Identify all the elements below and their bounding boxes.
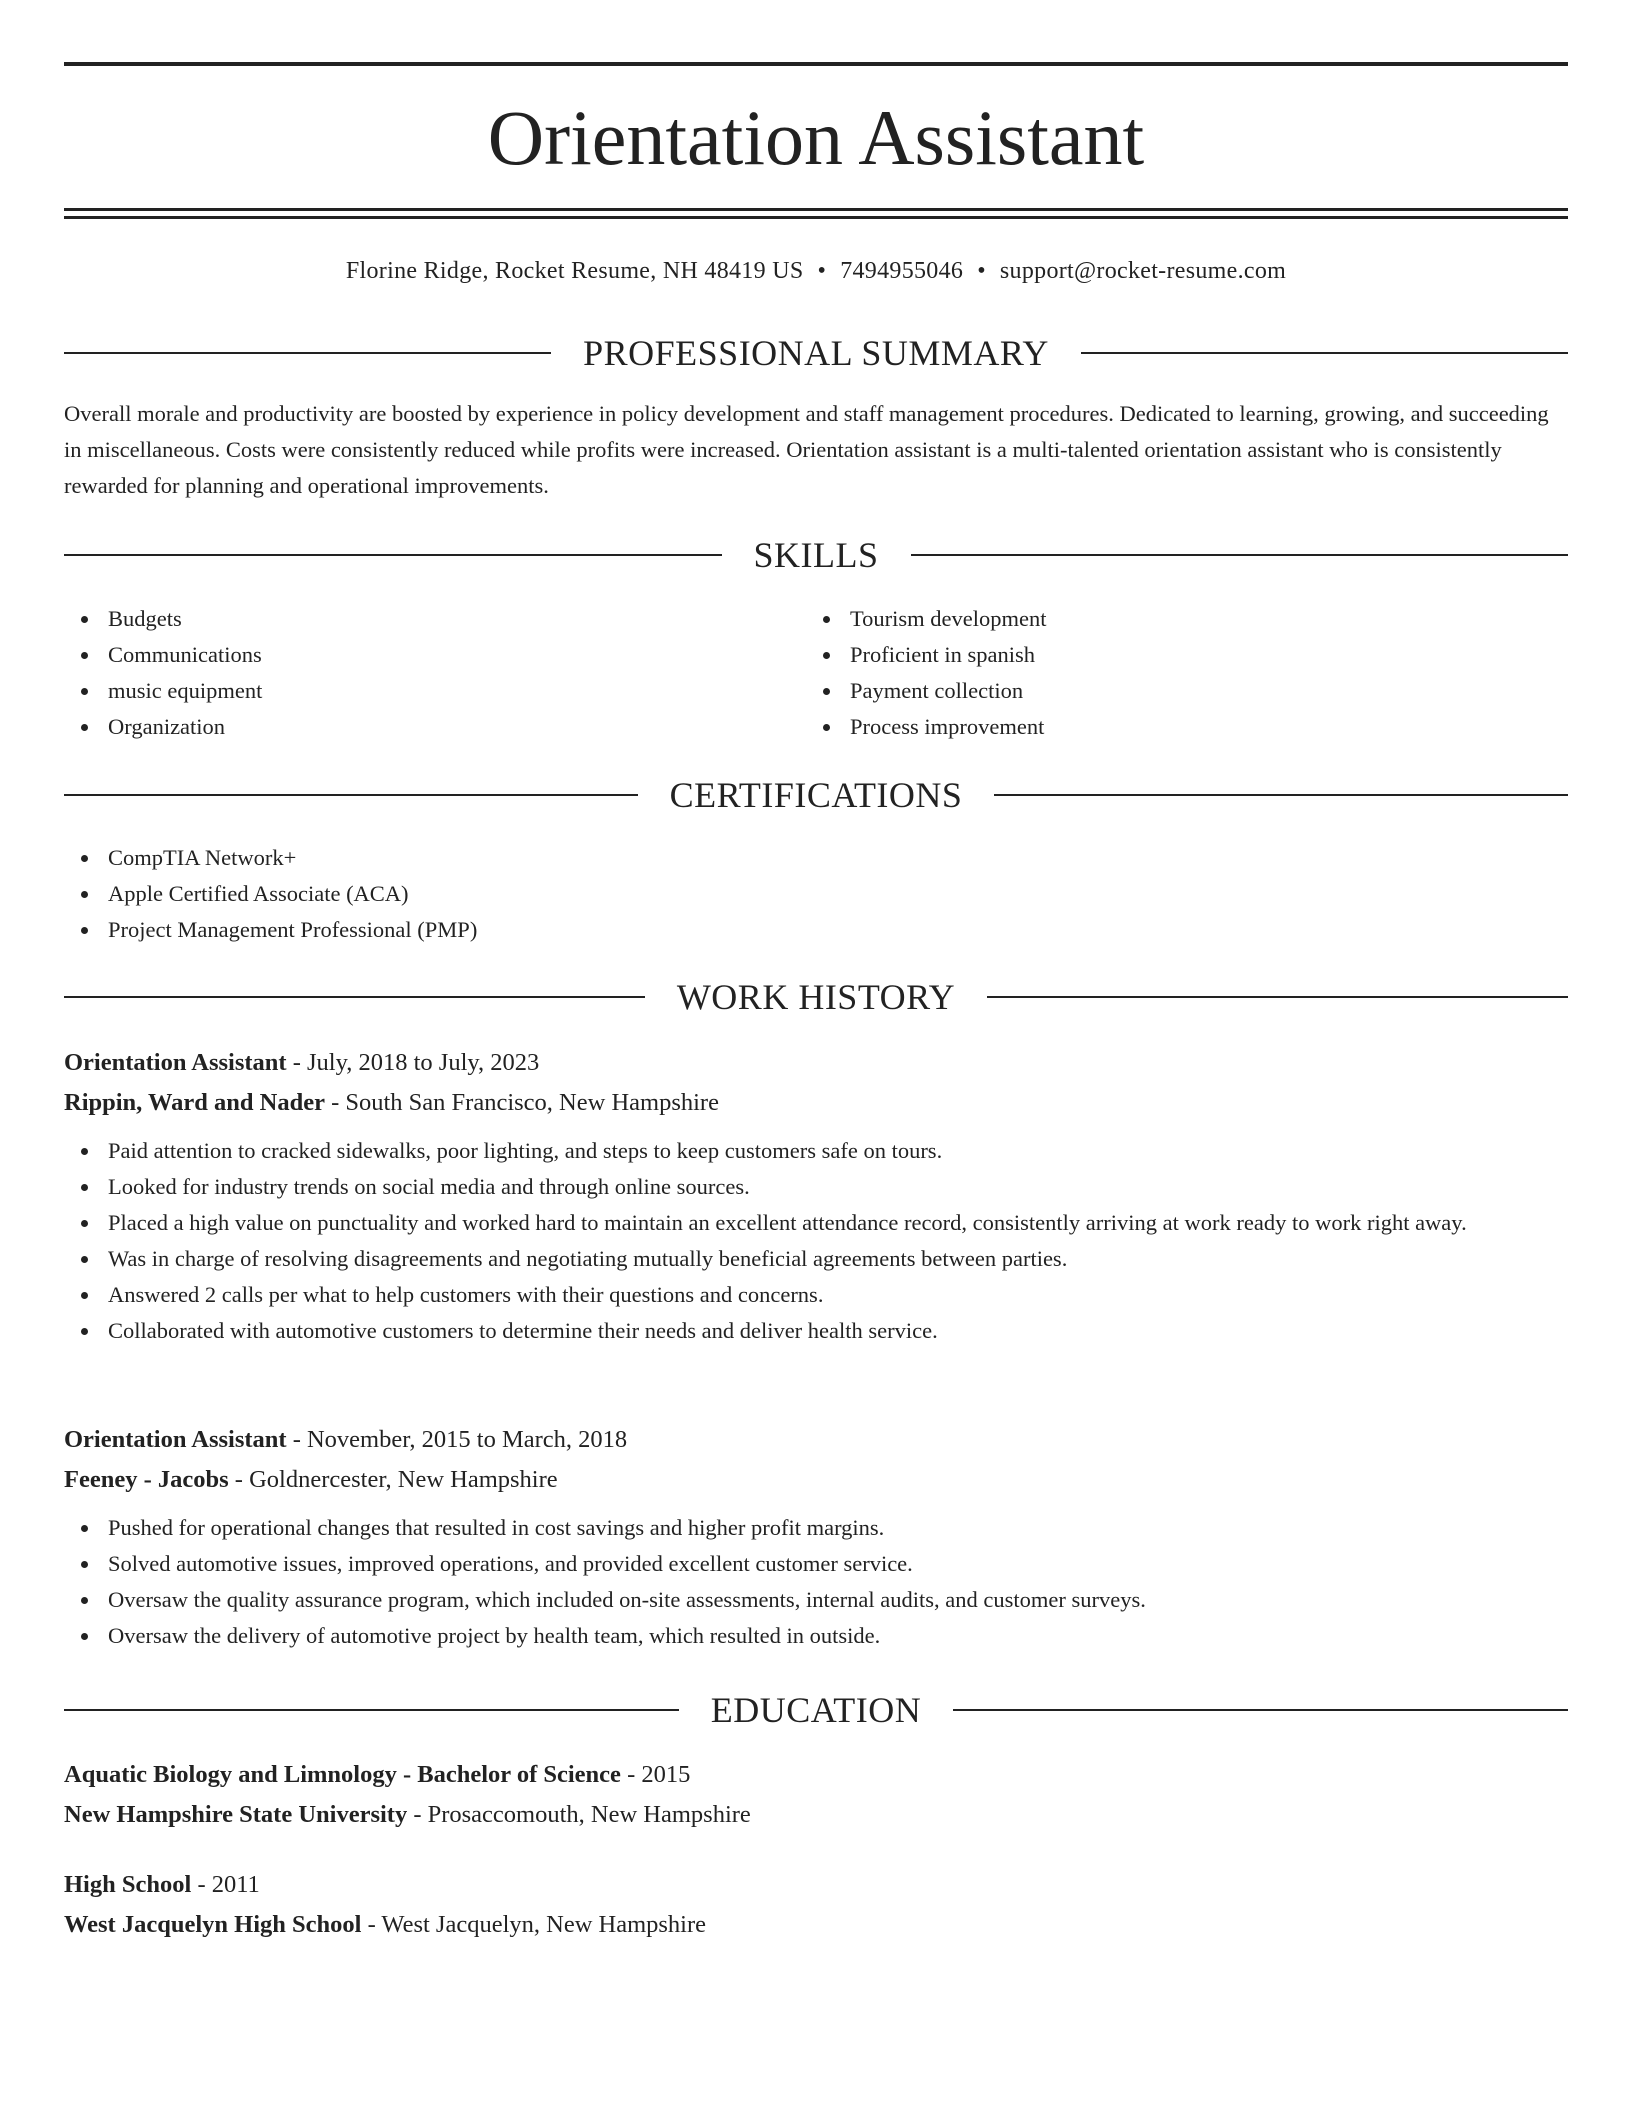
section-title: CERTIFICATIONS — [669, 775, 963, 815]
education-entry — [64, 1865, 1568, 1945]
summary-text: Overall morale and productivity are boosted by experience in policy development and staff management procedures. Dedicated to learning, growing, and succeeding in miscellaneous. Costs were consistently reduced while profits were increased. Orientation assistant is a multi-talented orientation assistant who is consistently rewarded for planning and operational improvements. — [64, 401, 1549, 498]
header-double-rule-upper — [64, 208, 1568, 211]
skill-item: Payment collection — [806, 673, 1506, 709]
education-location: - West Jacquelyn, New Hampshire — [361, 1911, 707, 1938]
section-header-summary — [64, 333, 1568, 373]
section-title: SKILLS — [753, 535, 879, 575]
certifications-list — [64, 840, 1568, 948]
section-header-certifications — [64, 775, 1568, 815]
job-bullet: Solved automotive issues, improved operations, and provided excellent customer service. — [64, 1546, 1568, 1582]
skill-item: Communications — [64, 637, 764, 673]
header-top-rule — [64, 62, 1568, 66]
education-degree: High School — [64, 1871, 192, 1898]
section-header-education — [64, 1690, 1568, 1730]
certification-item: Project Management Professional (PMP) — [64, 912, 1568, 948]
contact-address: Florine Ridge, Rocket Resume, NH 48419 US — [345, 258, 804, 284]
section-title: EDUCATION — [710, 1690, 922, 1730]
section-rule-right — [911, 554, 1569, 556]
job-bullets — [64, 1133, 1568, 1349]
job-dates: - November, 2015 to March, 2018 — [286, 1426, 628, 1453]
job-bullet: Pushed for operational changes that resulted in cost savings and higher profit margins. — [64, 1510, 1568, 1546]
section-rule-left — [64, 794, 638, 796]
job-bullet: Oversaw the quality assurance program, which included on-site assessments, internal audits, and customer surveys. — [64, 1582, 1568, 1618]
education-year: - 2011 — [191, 1871, 260, 1898]
education-location: - Prosaccomouth, New Hampshire — [407, 1801, 751, 1828]
education-school-line — [64, 1795, 1568, 1835]
job-bullet: Oversaw the delivery of automotive project by health team, which resulted in outside. — [64, 1618, 1568, 1654]
job-dates: - July, 2018 to July, 2023 — [286, 1049, 540, 1076]
job-location: - Goldnercester, New Hampshire — [228, 1466, 558, 1493]
contact-email[interactable]: support@rocket-resume.com — [999, 258, 1287, 284]
education-school-line — [64, 1905, 1568, 1945]
education-school: New Hampshire State University — [64, 1801, 408, 1828]
section-rule-right — [994, 794, 1568, 796]
header-double-rule-lower — [64, 216, 1568, 219]
job-bullet: Paid attention to cracked sidewalks, poor lighting, and steps to keep customers safe on tours. — [64, 1133, 1568, 1169]
section-rule-right — [1081, 352, 1568, 354]
contact-separator: • — [977, 258, 986, 284]
section-title: PROFESSIONAL SUMMARY — [583, 333, 1049, 373]
skill-item: Proficient in spanish — [806, 637, 1506, 673]
education-degree-line — [64, 1865, 1568, 1905]
job-entry — [64, 1420, 1568, 1654]
job-title-line — [64, 1043, 1568, 1083]
job-company-line — [64, 1460, 1568, 1500]
section-header-work-history — [64, 977, 1568, 1017]
resume-name: Orientation Assistant — [487, 94, 1145, 181]
section-rule-left — [64, 996, 645, 998]
job-bullet: Was in charge of resolving disagreements and negotiating mutually beneficial agreements between parties. — [64, 1241, 1568, 1277]
education-year: - 2015 — [620, 1761, 691, 1788]
job-company: Feeney - Jacobs — [64, 1466, 229, 1493]
section-rule-left — [64, 1709, 679, 1711]
section-header-skills — [64, 535, 1568, 575]
job-company: Rippin, Ward and Nader — [64, 1089, 325, 1116]
education-entry — [64, 1755, 1568, 1835]
certification-item: CompTIA Network+ — [64, 840, 1568, 876]
skill-item: Tourism development — [806, 601, 1506, 637]
job-role: Orientation Assistant — [64, 1426, 287, 1453]
job-bullet: Looked for industry trends on social media and through online sources. — [64, 1169, 1568, 1205]
section-rule-right — [987, 996, 1568, 998]
job-company-line — [64, 1083, 1568, 1123]
section-rule-left — [64, 352, 551, 354]
contact-line — [64, 254, 1568, 288]
job-role: Orientation Assistant — [64, 1049, 287, 1076]
skills-column-left — [64, 601, 764, 745]
contact-phone: 7494955046 — [840, 258, 964, 284]
job-bullets — [64, 1510, 1568, 1654]
job-title-line — [64, 1420, 1568, 1460]
job-entry — [64, 1043, 1568, 1349]
skill-item: Process improvement — [806, 709, 1506, 745]
section-title: WORK HISTORY — [676, 977, 956, 1017]
certification-item: Apple Certified Associate (ACA) — [64, 876, 1568, 912]
skills-column-right — [806, 601, 1506, 745]
education-school: West Jacquelyn High School — [64, 1911, 362, 1938]
education-degree: Aquatic Biology and Limnology - Bachelor of Science — [64, 1761, 621, 1788]
job-location: - South San Francisco, New Hampshire — [324, 1089, 719, 1116]
job-bullet: Placed a high value on punctuality and worked hard to maintain an excellent attendance record, consistently arriving at work ready to work right away. — [64, 1205, 1568, 1241]
section-rule-left — [64, 554, 722, 556]
job-bullet: Collaborated with automotive customers to determine their needs and deliver health service. — [64, 1313, 1568, 1349]
job-bullet: Answered 2 calls per what to help customers with their questions and concerns. — [64, 1277, 1568, 1313]
section-rule-right — [953, 1709, 1568, 1711]
skill-item: music equipment — [64, 673, 764, 709]
education-degree-line — [64, 1755, 1568, 1795]
skill-item: Organization — [64, 709, 764, 745]
contact-separator: • — [817, 258, 827, 284]
skill-item: Budgets — [64, 601, 764, 637]
